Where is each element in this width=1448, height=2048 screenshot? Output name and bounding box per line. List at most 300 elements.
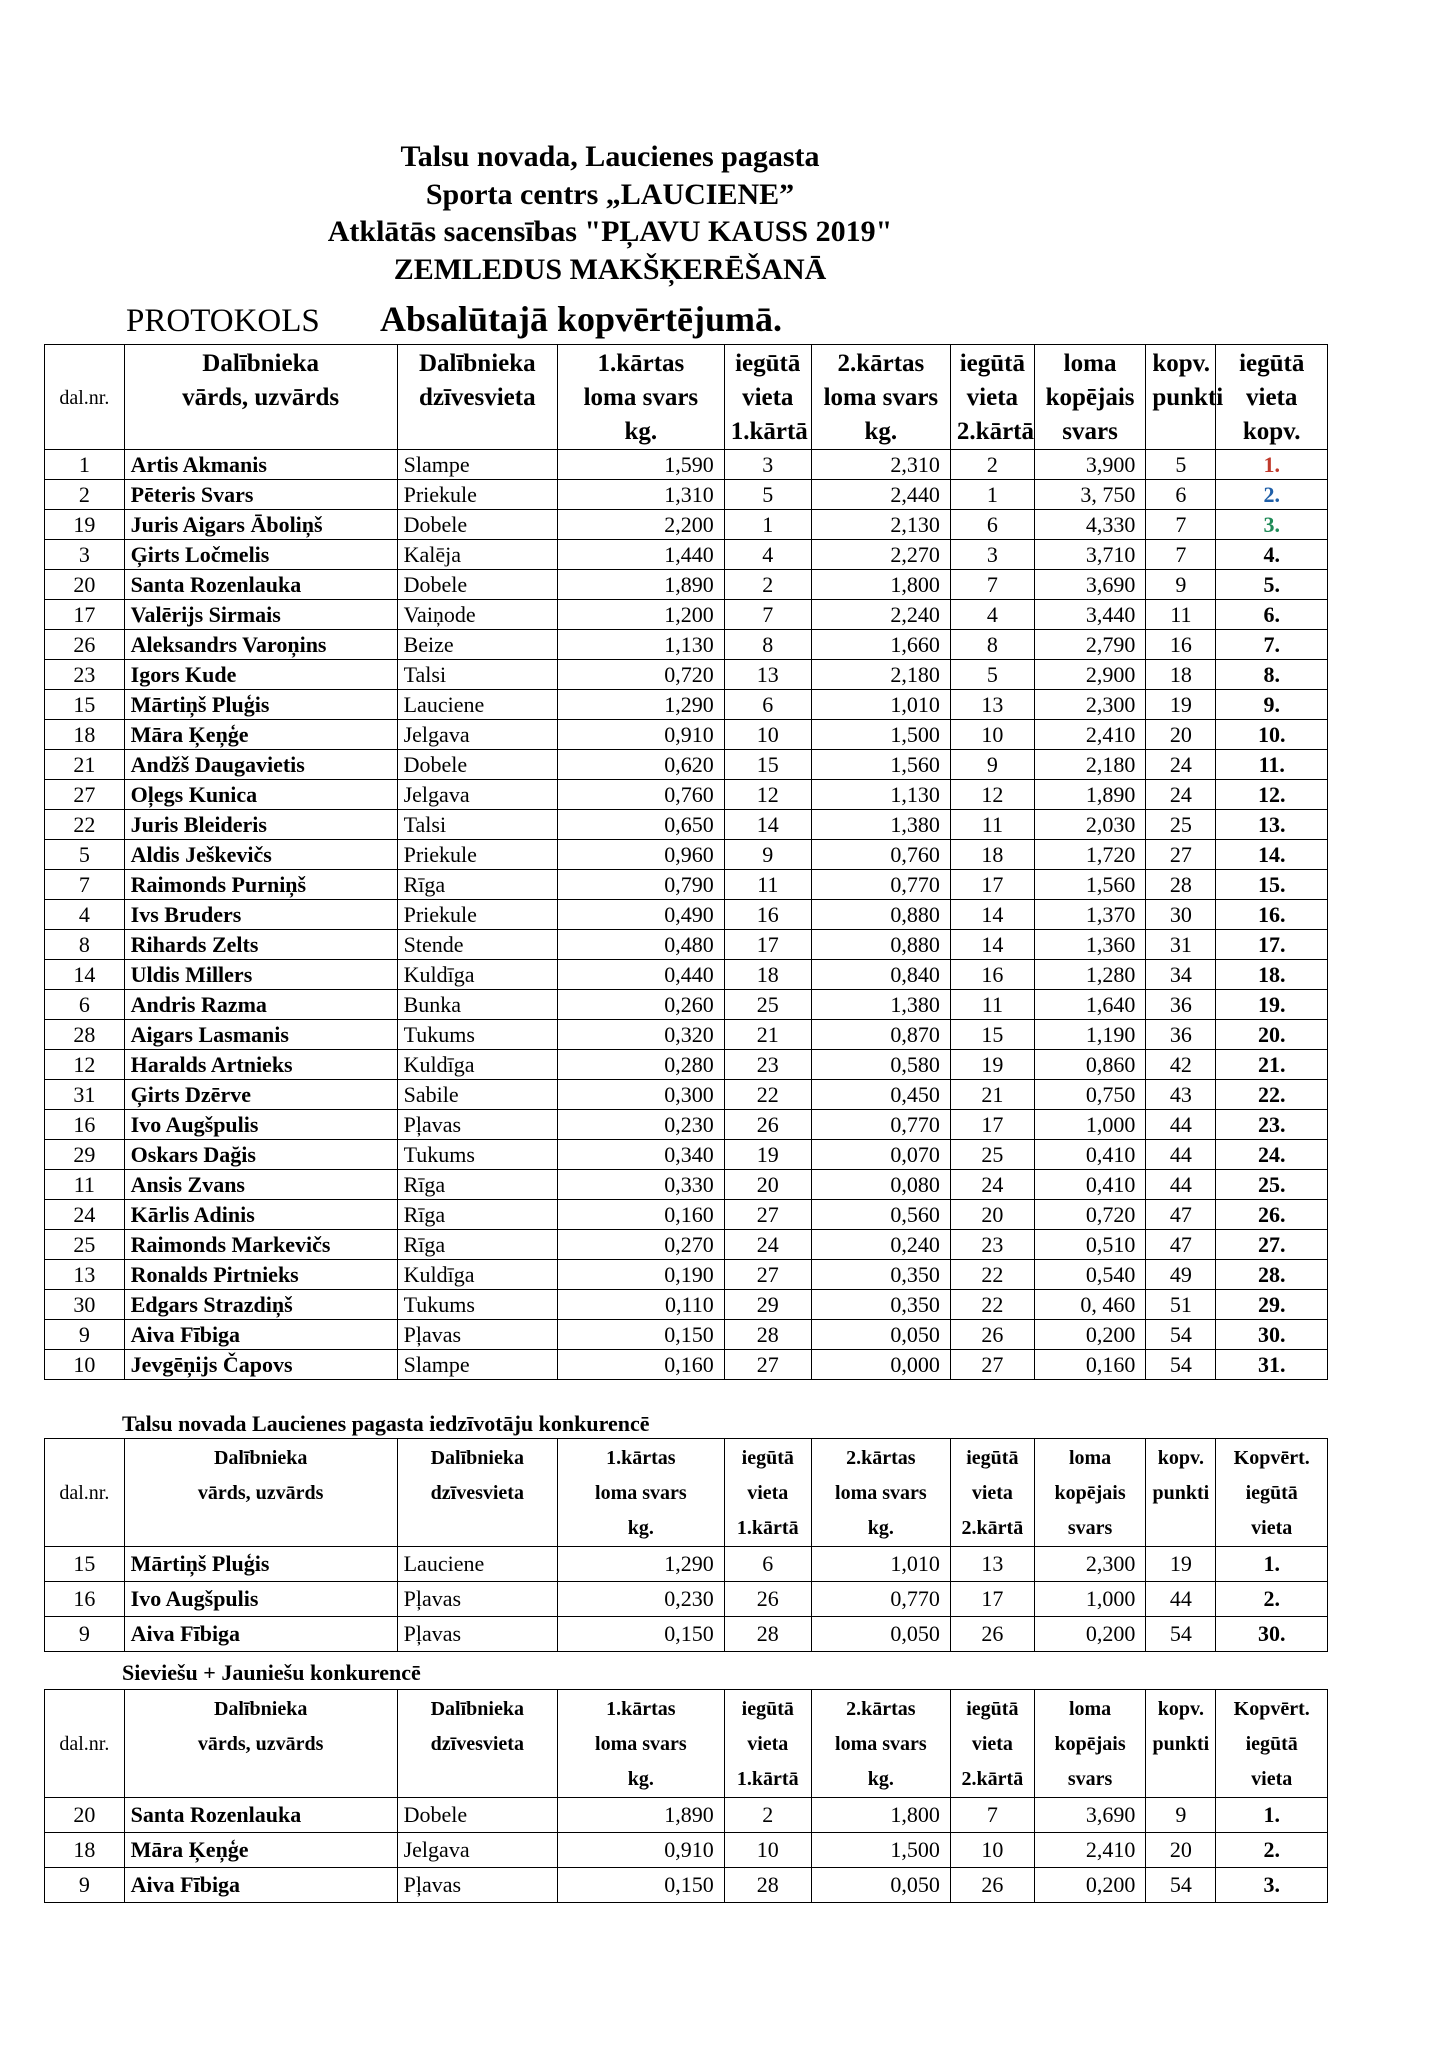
cell-hometown: Jelgava (397, 780, 557, 810)
table-row (45, 1350, 1328, 1380)
cell-participant-name: Santa Rozenlauka (124, 1798, 397, 1833)
cell-final-place: 20. (1216, 1020, 1328, 1050)
cell-points: 54 (1146, 1617, 1216, 1652)
cell-total-weight: 0,200 (1034, 1320, 1146, 1350)
cell-round2-weight: 0,000 (811, 1350, 950, 1380)
cell-round1-place: 24 (724, 1230, 811, 1260)
cell-round2-weight: 0,760 (811, 840, 950, 870)
cell-points: 25 (1146, 810, 1216, 840)
cell-participant-nr: 26 (45, 630, 125, 660)
cell-round1-place: 6 (724, 690, 811, 720)
col-header-name: Dalībnieka vārds, uzvārds (124, 345, 397, 450)
cell-total-weight: 1,890 (1034, 780, 1146, 810)
cell-round1-weight: 0,270 (557, 1230, 724, 1260)
col-header-points: kopv. punkti (1146, 1690, 1216, 1798)
cell-participant-name: Ansis Zvans (124, 1170, 397, 1200)
col-header-home: Dalībnieka dzīvesvieta (397, 1439, 557, 1547)
cell-participant-name: Ģirts Dzērve (124, 1080, 397, 1110)
cell-final-place: 30. (1216, 1617, 1328, 1652)
cell-round1-place: 28 (724, 1868, 811, 1903)
cell-hometown: Tukums (397, 1140, 557, 1170)
cell-round2-weight: 0,240 (811, 1230, 950, 1260)
cell-points: 7 (1146, 540, 1216, 570)
table-row (45, 1050, 1328, 1080)
cell-hometown: Rīga (397, 1170, 557, 1200)
cell-participant-nr: 27 (45, 780, 125, 810)
cell-participant-nr: 16 (45, 1110, 125, 1140)
table-row (45, 660, 1328, 690)
table-row (45, 1547, 1328, 1582)
cell-round1-place: 27 (724, 1200, 811, 1230)
cell-participant-name: Raimonds Markevičs (124, 1230, 397, 1260)
col-header-round1-weight: 1.kārtas loma svars kg. (557, 1690, 724, 1798)
cell-total-weight: 0,860 (1034, 1050, 1146, 1080)
col-header-name: Dalībnieka vārds, uzvārds (124, 1439, 397, 1547)
cell-final-place: 29. (1216, 1290, 1328, 1320)
cell-round1-place: 9 (724, 840, 811, 870)
cell-round1-place: 18 (724, 960, 811, 990)
cell-participant-nr: 28 (45, 1020, 125, 1050)
col-header-total-weight: loma kopējais svars (1034, 345, 1146, 450)
cell-round1-place: 29 (724, 1290, 811, 1320)
cell-total-weight: 2,030 (1034, 810, 1146, 840)
cell-round1-place: 7 (724, 600, 811, 630)
cell-round1-place: 14 (724, 810, 811, 840)
cell-participant-nr: 29 (45, 1140, 125, 1170)
cell-round2-weight: 1,130 (811, 780, 950, 810)
cell-round2-weight: 0,050 (811, 1868, 950, 1903)
cell-round2-place: 3 (950, 540, 1034, 570)
cell-round1-weight: 0,440 (557, 960, 724, 990)
col-header-round2-place: iegūtā vieta 2.kārtā (950, 1439, 1034, 1547)
cell-participant-nr: 14 (45, 960, 125, 990)
table-row (45, 960, 1328, 990)
women-section-title: Sieviešu + Jauniešu konkurencē (122, 1660, 421, 1685)
table-header-row (45, 1690, 1328, 1798)
cell-participant-nr: 7 (45, 870, 125, 900)
cell-participant-name: Jevgēņijs Čapovs (124, 1350, 397, 1380)
col-header-round2-place: iegūtā vieta 2.kārtā (950, 1690, 1034, 1798)
cell-points: 30 (1146, 900, 1216, 930)
cell-round2-weight: 0,350 (811, 1290, 950, 1320)
cell-hometown: Tukums (397, 1020, 557, 1050)
cell-final-place: 16. (1216, 900, 1328, 930)
cell-final-place: 12. (1216, 780, 1328, 810)
cell-participant-name: Pēteris Svars (124, 480, 397, 510)
cell-participant-name: Māra Ķeņģe (124, 720, 397, 750)
cell-round2-weight: 2,310 (811, 450, 950, 480)
cell-total-weight: 0,720 (1034, 1200, 1146, 1230)
cell-final-place: 5. (1216, 570, 1328, 600)
cell-participant-nr: 12 (45, 1050, 125, 1080)
col-header-nr: dal.nr. (45, 1690, 125, 1798)
cell-round1-weight: 0,480 (557, 930, 724, 960)
sports-center: Sporta centrs „LAUCIENE” (425, 178, 795, 211)
cell-total-weight: 2,410 (1034, 1833, 1146, 1868)
cell-round1-weight: 0,230 (557, 1110, 724, 1140)
cell-round1-place: 3 (724, 450, 811, 480)
cell-total-weight: 0,510 (1034, 1230, 1146, 1260)
cell-hometown: Pļavas (397, 1617, 557, 1652)
cell-round2-place: 8 (950, 630, 1034, 660)
cell-total-weight: 1,370 (1034, 900, 1146, 930)
cell-round1-place: 16 (724, 900, 811, 930)
cell-round2-weight: 1,010 (811, 690, 950, 720)
cell-total-weight: 1,000 (1034, 1110, 1146, 1140)
cell-participant-name: Juris Bleideris (124, 810, 397, 840)
cell-hometown: Pļavas (397, 1320, 557, 1350)
cell-participant-nr: 2 (45, 480, 125, 510)
cell-round2-weight: 1,380 (811, 990, 950, 1020)
cell-round2-weight: 0,070 (811, 1140, 950, 1170)
cell-participant-name: Māra Ķeņģe (124, 1833, 397, 1868)
cell-round1-place: 27 (724, 1350, 811, 1380)
table-row (45, 1868, 1328, 1903)
cell-round2-place: 7 (950, 570, 1034, 600)
cell-points: 18 (1146, 660, 1216, 690)
cell-round2-weight: 0,770 (811, 1582, 950, 1617)
cell-points: 44 (1146, 1140, 1216, 1170)
cell-total-weight: 1,640 (1034, 990, 1146, 1020)
cell-hometown: Dobele (397, 510, 557, 540)
cell-round2-place: 13 (950, 690, 1034, 720)
table-row (45, 1170, 1328, 1200)
cell-round2-weight: 1,660 (811, 630, 950, 660)
cell-total-weight: 0,410 (1034, 1170, 1146, 1200)
cell-participant-nr: 24 (45, 1200, 125, 1230)
cell-round2-place: 17 (950, 870, 1034, 900)
cell-round2-place: 11 (950, 990, 1034, 1020)
cell-final-place: 9. (1216, 690, 1328, 720)
table-row (45, 750, 1328, 780)
cell-final-place: 31. (1216, 1350, 1328, 1380)
cell-participant-nr: 31 (45, 1080, 125, 1110)
cell-participant-name: Andžš Daugavietis (124, 750, 397, 780)
cell-round1-place: 27 (724, 1260, 811, 1290)
cell-round2-place: 26 (950, 1320, 1034, 1350)
cell-final-place: 18. (1216, 960, 1328, 990)
cell-points: 19 (1146, 690, 1216, 720)
cell-round1-weight: 0,260 (557, 990, 724, 1020)
cell-hometown: Tukums (397, 1290, 557, 1320)
col-header-round1-weight: 1.kārtas loma svars kg. (557, 1439, 724, 1547)
col-header-round2-weight: 2.kārtas loma svars kg. (811, 1439, 950, 1547)
cell-round2-place: 23 (950, 1230, 1034, 1260)
cell-round1-weight: 0,230 (557, 1582, 724, 1617)
cell-total-weight: 2,790 (1034, 630, 1146, 660)
cell-round1-weight: 0,760 (557, 780, 724, 810)
table-row (45, 1320, 1328, 1350)
table-row (45, 510, 1328, 540)
cell-hometown: Dobele (397, 570, 557, 600)
cell-round2-place: 15 (950, 1020, 1034, 1050)
cell-round1-weight: 0,160 (557, 1350, 724, 1380)
cell-participant-nr: 23 (45, 660, 125, 690)
cell-round2-weight: 0,450 (811, 1080, 950, 1110)
cell-total-weight: 3,690 (1034, 1798, 1146, 1833)
cell-total-weight: 2,180 (1034, 750, 1146, 780)
cell-participant-name: Andris Razma (124, 990, 397, 1020)
cell-round1-weight: 0,620 (557, 750, 724, 780)
cell-round2-weight: 0,050 (811, 1320, 950, 1350)
cell-round2-weight: 0,870 (811, 1020, 950, 1050)
cell-round1-weight: 0,650 (557, 810, 724, 840)
table-row (45, 840, 1328, 870)
cell-hometown: Talsi (397, 660, 557, 690)
cell-participant-nr: 6 (45, 990, 125, 1020)
table-row (45, 780, 1328, 810)
cell-total-weight: 0,200 (1034, 1617, 1146, 1652)
col-header-round1-place: iegūtā vieta 1.kārtā (724, 345, 811, 450)
cell-round1-place: 8 (724, 630, 811, 660)
cell-participant-name: Artis Akmanis (124, 450, 397, 480)
cell-total-weight: 2,300 (1034, 690, 1146, 720)
cell-participant-name: Igors Kude (124, 660, 397, 690)
cell-round1-weight: 0,150 (557, 1868, 724, 1903)
cell-final-place: 28. (1216, 1260, 1328, 1290)
cell-round1-place: 26 (724, 1582, 811, 1617)
locals-results-body (45, 1547, 1328, 1652)
cell-round1-place: 23 (724, 1050, 811, 1080)
cell-round2-place: 17 (950, 1582, 1034, 1617)
cell-round2-place: 7 (950, 1798, 1034, 1833)
cell-round2-place: 22 (950, 1290, 1034, 1320)
col-header-final-place: Kopvērt. iegūtā vieta (1216, 1690, 1328, 1798)
cell-total-weight: 1,360 (1034, 930, 1146, 960)
cell-participant-name: Ivo Augšpulis (124, 1582, 397, 1617)
cell-participant-nr: 18 (45, 720, 125, 750)
cell-hometown: Lauciene (397, 690, 557, 720)
cell-points: 9 (1146, 1798, 1216, 1833)
cell-round2-weight: 2,130 (811, 510, 950, 540)
cell-final-place: 2. (1216, 1833, 1328, 1868)
cell-final-place: 11. (1216, 750, 1328, 780)
col-header-final-place: Kopvērt. iegūtā vieta (1216, 1439, 1328, 1547)
table-row (45, 600, 1328, 630)
cell-participant-nr: 10 (45, 1350, 125, 1380)
cell-participant-name: Aigars Lasmanis (124, 1020, 397, 1050)
cell-final-place: 15. (1216, 870, 1328, 900)
cell-round1-place: 11 (724, 870, 811, 900)
col-header-round2-weight: 2.kārtas loma svars kg. (811, 345, 950, 450)
cell-participant-name: Haralds Artnieks (124, 1050, 397, 1080)
cell-round1-place: 13 (724, 660, 811, 690)
table-header-row (45, 345, 1328, 450)
cell-round2-weight: 1,010 (811, 1547, 950, 1582)
table-row (45, 1020, 1328, 1050)
cell-round2-place: 25 (950, 1140, 1034, 1170)
table-row (45, 1260, 1328, 1290)
cell-hometown: Talsi (397, 810, 557, 840)
cell-points: 43 (1146, 1080, 1216, 1110)
cell-participant-name: Ģirts Ločmelis (124, 540, 397, 570)
cell-participant-nr: 19 (45, 510, 125, 540)
cell-round2-weight: 0,080 (811, 1170, 950, 1200)
cell-total-weight: 0,160 (1034, 1350, 1146, 1380)
cell-round1-place: 28 (724, 1617, 811, 1652)
cell-final-place: 3. (1216, 510, 1328, 540)
cell-round1-place: 6 (724, 1547, 811, 1582)
col-header-round1-weight: 1.kārtas loma svars kg. (557, 345, 724, 450)
cell-participant-nr: 11 (45, 1170, 125, 1200)
cell-final-place: 24. (1216, 1140, 1328, 1170)
cell-round1-weight: 0,720 (557, 660, 724, 690)
cell-total-weight: 2,410 (1034, 720, 1146, 750)
cell-participant-nr: 22 (45, 810, 125, 840)
cell-final-place: 1. (1216, 1798, 1328, 1833)
cell-final-place: 2. (1216, 480, 1328, 510)
cell-total-weight: 0,750 (1034, 1080, 1146, 1110)
cell-round2-weight: 0,770 (811, 1110, 950, 1140)
cell-points: 9 (1146, 570, 1216, 600)
cell-participant-name: Aldis Ješkevičs (124, 840, 397, 870)
cell-final-place: 10. (1216, 720, 1328, 750)
col-header-home: Dalībnieka dzīvesvieta (397, 345, 557, 450)
cell-round1-place: 10 (724, 1833, 811, 1868)
cell-round2-weight: 1,800 (811, 1798, 950, 1833)
cell-participant-name: Aiva Fībiga (124, 1868, 397, 1903)
cell-hometown: Beize (397, 630, 557, 660)
col-header-home: Dalībnieka dzīvesvieta (397, 1690, 557, 1798)
cell-round1-place: 25 (724, 990, 811, 1020)
cell-points: 44 (1146, 1582, 1216, 1617)
cell-round1-place: 2 (724, 1798, 811, 1833)
cell-final-place: 1. (1216, 1547, 1328, 1582)
cell-round2-weight: 2,180 (811, 660, 950, 690)
cell-round1-place: 15 (724, 750, 811, 780)
cell-hometown: Lauciene (397, 1547, 557, 1582)
cell-participant-name: Kārlis Adinis (124, 1200, 397, 1230)
cell-round1-place: 26 (724, 1110, 811, 1140)
cell-participant-name: Edgars Strazdiņš (124, 1290, 397, 1320)
cell-round2-weight: 0,580 (811, 1050, 950, 1080)
cell-points: 42 (1146, 1050, 1216, 1080)
cell-round1-place: 17 (724, 930, 811, 960)
table-row (45, 1080, 1328, 1110)
cell-hometown: Pļavas (397, 1868, 557, 1903)
cell-hometown: Sabile (397, 1080, 557, 1110)
cell-hometown: Jelgava (397, 720, 557, 750)
cell-round2-place: 26 (950, 1617, 1034, 1652)
cell-participant-name: Oskars Dağis (124, 1140, 397, 1170)
table-header-row (45, 1439, 1328, 1547)
cell-final-place: 2. (1216, 1582, 1328, 1617)
cell-participant-name: Ivo Augšpulis (124, 1110, 397, 1140)
cell-final-place: 27. (1216, 1230, 1328, 1260)
table-row (45, 540, 1328, 570)
cell-total-weight: 3,710 (1034, 540, 1146, 570)
women-youth-results-table (44, 1689, 1328, 1903)
cell-points: 54 (1146, 1868, 1216, 1903)
cell-points: 16 (1146, 630, 1216, 660)
cell-participant-name: Santa Rozenlauka (124, 570, 397, 600)
cell-round1-weight: 0,110 (557, 1290, 724, 1320)
cell-participant-nr: 1 (45, 450, 125, 480)
cell-final-place: 30. (1216, 1320, 1328, 1350)
col-header-name: Dalībnieka vārds, uzvārds (124, 1690, 397, 1798)
table-row (45, 1290, 1328, 1320)
cell-round2-place: 14 (950, 900, 1034, 930)
cell-round2-place: 2 (950, 450, 1034, 480)
cell-points: 11 (1146, 600, 1216, 630)
cell-total-weight: 0, 460 (1034, 1290, 1146, 1320)
competition-name: Atklātās sacensības "PĻAVU KAUSS 2019" (327, 215, 893, 248)
cell-participant-nr: 25 (45, 1230, 125, 1260)
cell-round2-place: 22 (950, 1260, 1034, 1290)
cell-points: 19 (1146, 1547, 1216, 1582)
cell-participant-nr: 4 (45, 900, 125, 930)
cell-round1-weight: 1,290 (557, 1547, 724, 1582)
col-header-round1-place: iegūtā vieta 1.kārtā (724, 1690, 811, 1798)
cell-participant-name: Aleksandrs Varoņins (124, 630, 397, 660)
cell-round2-place: 5 (950, 660, 1034, 690)
cell-round2-place: 14 (950, 930, 1034, 960)
cell-participant-nr: 18 (45, 1833, 125, 1868)
cell-hometown: Slampe (397, 450, 557, 480)
cell-hometown: Slampe (397, 1350, 557, 1380)
cell-round2-place: 18 (950, 840, 1034, 870)
cell-round2-place: 1 (950, 480, 1034, 510)
cell-participant-nr: 9 (45, 1617, 125, 1652)
cell-round2-weight: 1,560 (811, 750, 950, 780)
table-row (45, 930, 1328, 960)
cell-points: 34 (1146, 960, 1216, 990)
cell-round1-weight: 0,490 (557, 900, 724, 930)
cell-total-weight: 2,900 (1034, 660, 1146, 690)
cell-round2-place: 10 (950, 720, 1034, 750)
cell-round1-place: 10 (724, 720, 811, 750)
table-row (45, 1230, 1328, 1260)
cell-round1-weight: 0,910 (557, 720, 724, 750)
competition-discipline: ZEMLEDUS MAKŠĶERĒŠANĀ (393, 253, 827, 286)
col-header-nr: dal.nr. (45, 1439, 125, 1547)
cell-round2-weight: 0,880 (811, 900, 950, 930)
overall-results-body (45, 450, 1328, 1380)
cell-participant-nr: 3 (45, 540, 125, 570)
cell-round2-place: 17 (950, 1110, 1034, 1140)
cell-participant-name: Mārtiņš Pluģis (124, 690, 397, 720)
cell-round2-weight: 0,560 (811, 1200, 950, 1230)
table-row (45, 1140, 1328, 1170)
cell-points: 44 (1146, 1170, 1216, 1200)
cell-final-place: 25. (1216, 1170, 1328, 1200)
cell-final-place: 19. (1216, 990, 1328, 1020)
cell-participant-nr: 30 (45, 1290, 125, 1320)
cell-final-place: 7. (1216, 630, 1328, 660)
cell-round1-weight: 0,300 (557, 1080, 724, 1110)
cell-round2-place: 19 (950, 1050, 1034, 1080)
cell-final-place: 23. (1216, 1110, 1328, 1140)
cell-hometown: Rīga (397, 1200, 557, 1230)
cell-final-place: 13. (1216, 810, 1328, 840)
cell-round1-weight: 0,150 (557, 1320, 724, 1350)
cell-round1-weight: 2,200 (557, 510, 724, 540)
cell-round1-weight: 0,960 (557, 840, 724, 870)
locals-section-title: Talsu novada Laucienes pagasta iedzīvotāju konkurencē (122, 1411, 650, 1436)
cell-hometown: Priekule (397, 840, 557, 870)
cell-round1-weight: 0,910 (557, 1833, 724, 1868)
cell-round2-place: 9 (950, 750, 1034, 780)
cell-round1-weight: 1,310 (557, 480, 724, 510)
cell-round2-place: 12 (950, 780, 1034, 810)
cell-round2-place: 10 (950, 1833, 1034, 1868)
table-row (45, 690, 1328, 720)
col-header-round2-weight: 2.kārtas loma svars kg. (811, 1690, 950, 1798)
cell-round1-place: 5 (724, 480, 811, 510)
cell-total-weight: 0,200 (1034, 1868, 1146, 1903)
cell-total-weight: 0,410 (1034, 1140, 1146, 1170)
cell-points: 27 (1146, 840, 1216, 870)
